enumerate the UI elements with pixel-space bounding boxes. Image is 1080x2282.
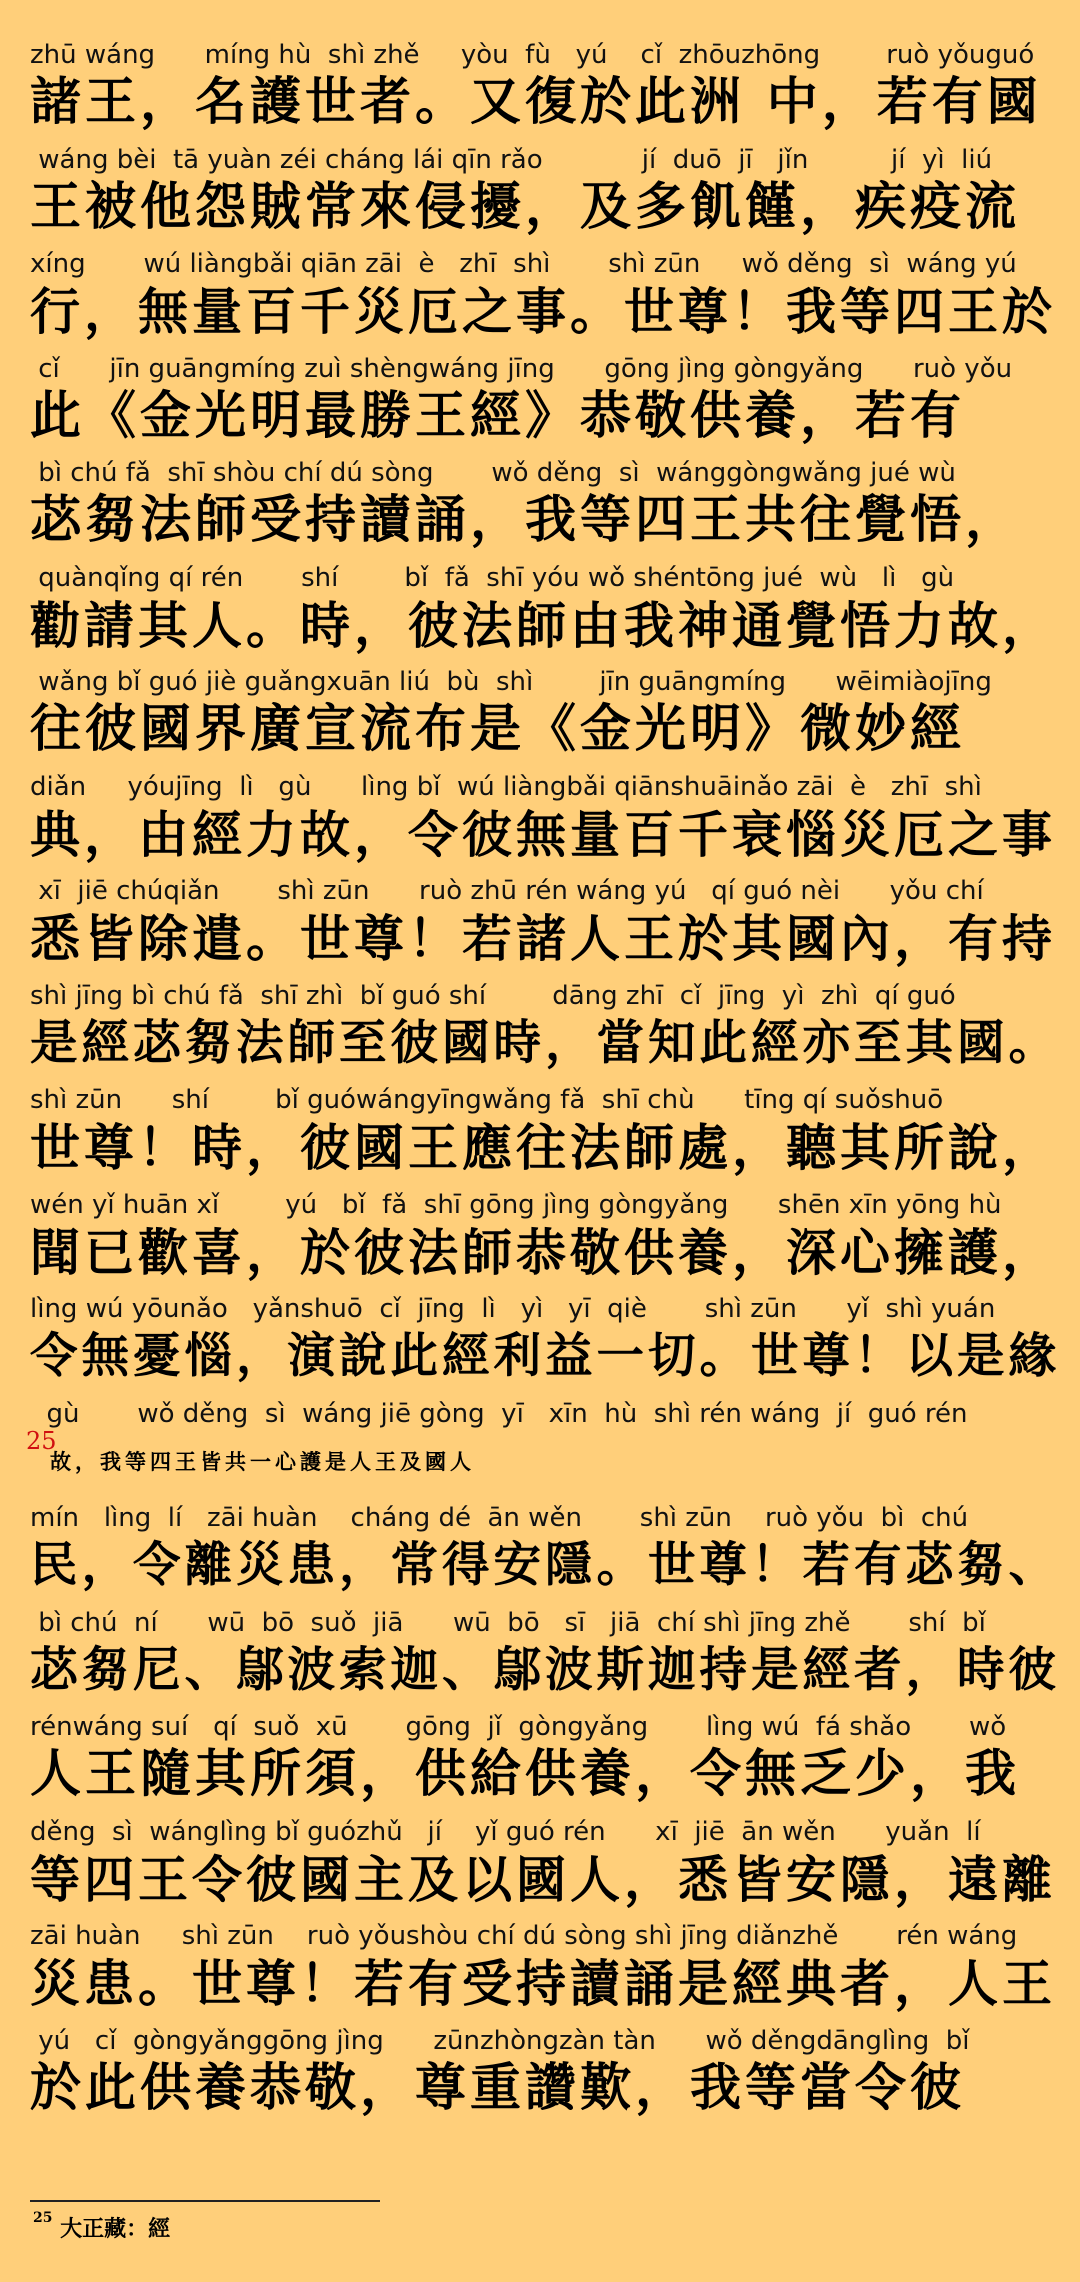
chinese-text: 往彼國界廣宣流布是《金光明》微妙經	[30, 700, 966, 759]
chinese-text: 災患。世尊！若有受持讀誦是經典者，人王	[30, 1955, 1056, 2013]
text-line	[30, 1083, 1060, 1188]
pinyin-annotation: shì zūn shí bǐ guówángyīngwǎng fǎ shī chù tīng qí suǒshuō	[30, 1085, 944, 1115]
chinese-text: 諸王，名護世者。又復於此洲 中，若有國	[30, 73, 1042, 132]
chinese-text: 是經苾芻法師至彼國時，當知此經亦至其國。	[30, 1015, 1060, 1071]
text-line	[30, 38, 1060, 143]
footnote	[33, 2212, 170, 2243]
pinyin-annotation: bì chú ní wū bō suǒ jiā wū bō sī jiā chí shì jīng zhě shí bǐ	[30, 1607, 986, 1638]
pinyin-annotation: xī jiē chúqiǎn shì zūn ruò zhū rén wáng yú qí guó nèi yǒu chí	[30, 876, 984, 906]
pinyin-annotation: wén yǐ huān xǐ yú bǐ fǎ shī gōng jìng gòngyǎng shēn xīn yōng hù	[30, 1189, 1002, 1220]
text-line	[30, 561, 1060, 666]
text-line	[30, 352, 1060, 457]
text-line	[30, 1501, 1060, 1606]
pinyin-annotation: wáng bèi tā yuàn zéi cháng lái qīn rǎo jí duō jī jǐn jí yì liú	[30, 144, 993, 175]
pinyin-annotation: zāi huàn shì zūn ruò yǒushòu chí dú sòng shì jīng diǎnzhě rén wáng	[30, 1921, 1018, 1951]
pinyin-annotation: rénwáng suí qí suǒ xū gōng jǐ gòngyǎng lìng wú fá shǎo wǒ	[30, 1712, 1007, 1742]
text-line	[30, 770, 1060, 875]
pinyin-annotation: xíng wú liàngbǎi qiān zāi è zhī shì shì zūn wǒ děng sì wáng yú	[30, 249, 1017, 279]
text-line	[30, 1710, 1060, 1815]
chinese-text: 世尊！時，彼國王應往法師處，聽其所說，	[30, 1119, 1056, 1177]
pinyin-annotation: mín lìng lí zāi huàn cháng dé ān wěn shì zūn ruò yǒu bì chú	[30, 1503, 969, 1533]
chinese-text: 於此供養恭敬，尊重讚歎，我等當令彼	[30, 2058, 966, 2118]
pinyin-annotation: bì chú fǎ shī shòu chí dú sòng wǒ děng sì wánggòngwǎng jué wù	[30, 458, 956, 488]
text-line	[30, 1188, 1060, 1293]
chinese-text: 悉皆除遣。世尊！若諸人王於其國內，有持	[30, 910, 1056, 968]
footnote-marker: 25	[26, 1426, 57, 1455]
text-line	[30, 874, 1060, 979]
footnote-number: 25	[33, 2210, 53, 2226]
pinyin-annotation: lìng wú yōunǎo yǎnshuō cǐ jīng lì yì yī qiè shì zūn yǐ shì yuán	[30, 1294, 996, 1324]
text-line	[30, 1292, 1060, 1397]
pinyin-annotation: děng sì wánglìng bǐ guózhǔ jí yǐ guó rén xī jiē ān wěn yuǎn lí	[30, 1816, 981, 1847]
footnote-divider	[30, 2200, 380, 2202]
chinese-text: 聞已歡喜，於彼法師恭敬供養，深心擁護，	[30, 1223, 1056, 1282]
pinyin-annotation: yú cǐ gòngyǎnggōng jìng zūnzhòngzàn tàn wǒ děngdānglìng bǐ	[30, 2025, 970, 2056]
text-line	[30, 979, 1060, 1084]
chinese-text: 苾芻尼、鄔波索迦、鄔波斯迦持是經者，時彼	[30, 1642, 1060, 1698]
text-line	[26, 1397, 1060, 1502]
chinese-text: 勸請其人。時，彼法師由我神通覺悟力故，	[30, 596, 1056, 655]
text-line	[30, 2024, 1060, 2129]
chinese-text: 令無憂惱，演說此經利益一切。世尊！以是緣	[30, 1329, 1060, 1384]
pinyin-annotation: cǐ jīn guāngmíng zuì shèngwáng jīng gōng jìng gòngyǎng ruò yǒu	[30, 353, 1013, 384]
chinese-text: 苾芻法師受持讀誦，我等四王共往覺悟，	[30, 491, 1021, 550]
text-line	[30, 1815, 1060, 1920]
pinyin-annotation: gù wǒ děng sì wáng jiē gòng yī xīn hù shì rén wáng jí guó rén	[30, 1398, 968, 1429]
pinyin-annotation: shì jīng bì chú fǎ shī zhì bǐ guó shí dāng zhī cǐ jīng yì zhì qí guó	[30, 980, 956, 1011]
pinyin-annotation: wǎng bǐ guó jiè guǎngxuān liú bù shì jīn guāngmíng wēimiàojīng	[30, 667, 992, 697]
text-line	[30, 1606, 1060, 1711]
text-line	[30, 1919, 1060, 2024]
chinese-text: 等四王令彼國主及以國人，悉皆安隱，遠離	[30, 1850, 1056, 1909]
chinese-text: 此《金光明最勝王經》恭敬供養，若有	[30, 386, 966, 446]
pinyin-annotation: quànqǐng qí rén shí bǐ fǎ shī yóu wǒ shéntōng jué wù lì gù	[30, 562, 955, 593]
chinese-text: 王被他怨賊常來侵擾，及多飢饉，疾疫流	[30, 177, 1021, 237]
footnote-text: 大正藏：經	[60, 2216, 171, 2242]
chinese-text: 典，由經力故，令彼無量百千衰惱災厄之事	[30, 805, 1056, 864]
pinyin-annotation: diǎn yóujīng lì gù lìng bǐ wú liàngbǎi qiānshuāinǎo zāi è zhī shì	[30, 771, 982, 802]
pinyin-annotation: zhū wáng míng hù shì zhě yòu fù yú cǐ zhōuzhōng ruò yǒuguó	[30, 40, 1035, 70]
text-line	[30, 247, 1060, 352]
text-body	[26, 38, 1060, 2128]
chinese-text: 人王隨其所須，供給供養，令無乏少，我	[30, 1745, 1021, 1804]
text-line	[30, 143, 1060, 248]
chinese-text: 行，無量百千災厄之事。世尊！我等四王於	[30, 283, 1056, 341]
text-line	[30, 665, 1060, 770]
text-line	[30, 456, 1060, 561]
chinese-text: 故，我等四王皆共一心護是人王及國人	[50, 1449, 475, 1474]
chinese-text: 民，令離災患，常得安隱。世尊！若有苾芻、	[30, 1538, 1060, 1593]
